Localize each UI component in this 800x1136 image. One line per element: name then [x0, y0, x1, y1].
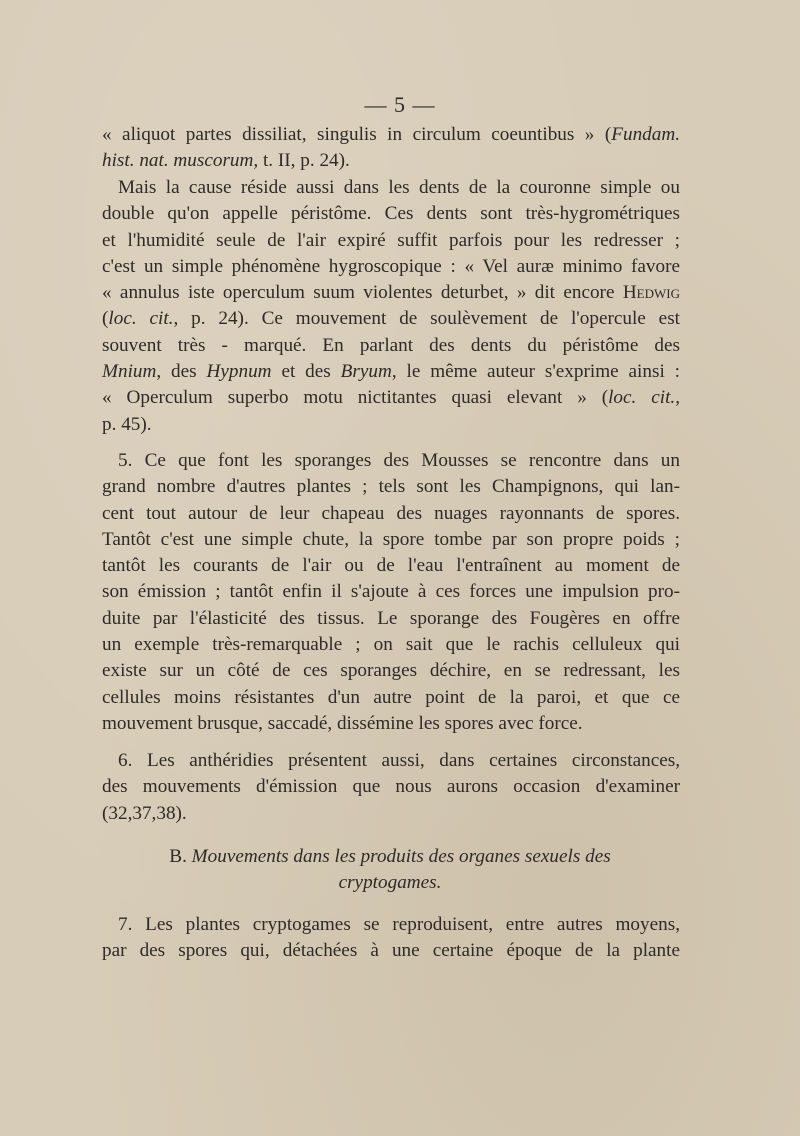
text-line: double qu'on appelle péristôme. Ces dents sont très-hygrométriques	[102, 203, 680, 225]
text-line: cent tout autour de leur chapeau des nuages rayonnants de spores.	[102, 502, 680, 524]
text-line: des mouvements d'émission que nous aurons occasion d'examiner	[102, 776, 680, 798]
text-line: « annulus iste operculum suum violentes deturbet, » dit encore Hedwig	[102, 282, 680, 304]
text-line: Tantôt c'est une simple chute, la spore tombe par son propre poids ;	[102, 528, 680, 550]
text-line: 7. Les plantes cryptogames se reproduisent, entre autres moyens,	[118, 914, 680, 935]
text-line: souvent très - marqué. En parlant des dents du péristôme des	[102, 334, 680, 356]
text-line: Mnium, des Hypnum et des Bryum, le même auteur s'exprime ainsi :	[102, 361, 680, 383]
text-line: duite par l'élasticité des tissus. Le sporange des Fougères en offre	[102, 607, 680, 629]
text-line: « aliquot partes dissiliat, singulis in circulum coeuntibus » (Fundam.	[102, 124, 680, 145]
paragraph-peristome	[102, 175, 680, 438]
text-line: 6. Les anthéridies présentent aussi, dans certaines circonstances,	[118, 750, 680, 771]
section-heading	[145, 844, 635, 896]
text-line: (32,37,38).	[102, 802, 187, 824]
text-line: « Operculum superbo motu nictitantes quasi elevant » (loc. cit.,	[102, 387, 680, 409]
section-label: B.	[169, 846, 187, 867]
author-name: Hedwig	[622, 282, 680, 304]
text-line: son émission ; tantôt enfin il s'ajoute à ces forces une impulsion pro-	[102, 581, 680, 603]
paragraph-7	[102, 912, 680, 965]
text-line: et l'humidité seule de l'air expiré suffit parfois pour les redresser ;	[102, 229, 680, 251]
text-line: hist. nat. muscorum, t. II, p. 24).	[102, 150, 350, 172]
paragraph-5	[102, 448, 680, 737]
section-title-line-2: cryptogames.	[338, 872, 442, 893]
text-line: existe sur un côté de ces sporanges déchire, en se redressant, les	[102, 660, 680, 682]
section-title-line-1: Mouvements dans les produits des organes sexuels des	[191, 846, 611, 867]
text-line: cellules moins résistantes d'un autre point de la paroi, et que ce	[102, 686, 680, 708]
text-line: grand nombre d'autres plantes ; tels sont les Champignons, qui lan-	[102, 476, 680, 498]
text-line: mouvement brusque, saccadé, dissémine les spores avec force.	[102, 712, 583, 734]
text-line: c'est un simple phénomène hygroscopique : « Vel auræ minimo favore	[102, 255, 680, 277]
page-number: — 5 —	[364, 92, 436, 117]
text-line: Mais la cause réside aussi dans les dents de la couronne simple ou	[118, 177, 680, 198]
text-line: p. 45).	[102, 413, 152, 435]
text-line: tantôt les courants de l'air ou de l'eau l'entraînent au moment de	[102, 555, 680, 577]
text-line: un exemple très-remarquable ; on sait que le rachis celluleux qui	[102, 634, 680, 656]
text-line: (loc. cit., p. 24). Ce mouvement de soulèvement de l'opercule est	[102, 308, 680, 330]
paragraph-6	[102, 748, 680, 827]
text-line: par des spores qui, détachées à une certaine époque de la plante	[102, 940, 680, 962]
paragraph-quote-continuation	[102, 122, 680, 175]
text-line: 5. Ce que font les sporanges des Mousses se rencontre dans un	[118, 450, 680, 471]
